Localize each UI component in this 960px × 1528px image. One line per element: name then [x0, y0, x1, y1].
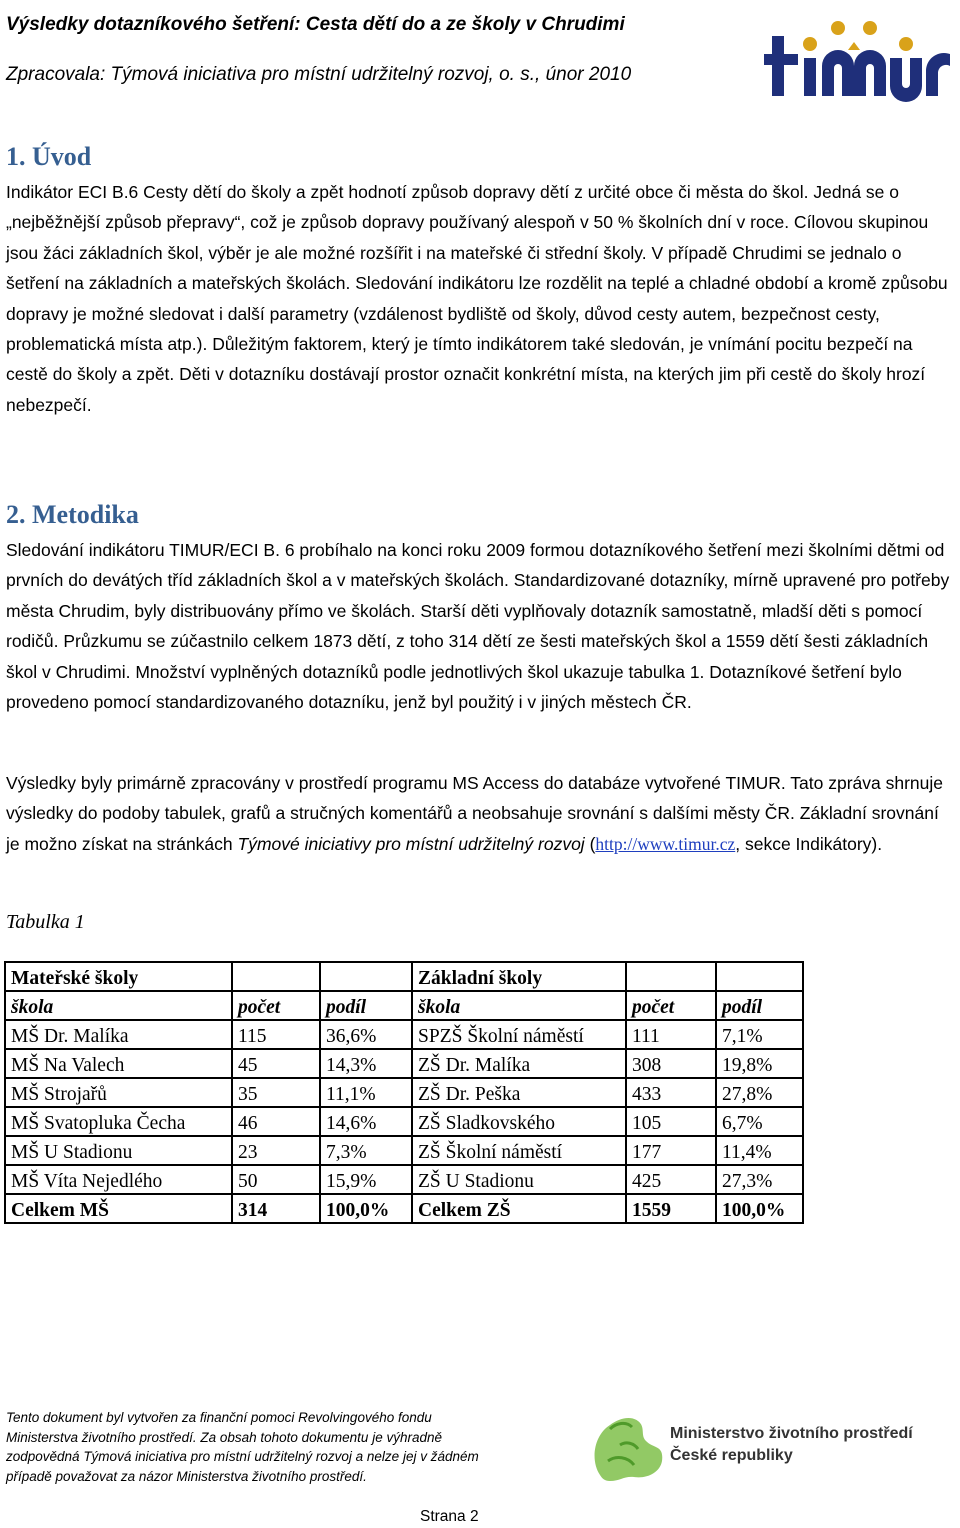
col-header-school: škola — [5, 991, 232, 1020]
timur-name-italic: Týmové iniciativy pro místní udržitelný rozvoj — [237, 833, 585, 854]
col-header-share: podíl — [320, 991, 412, 1020]
results-paragraph: Výsledky byly primárně zpracovány v prostředí programu MS Access do databáze vytvořené TIMUR. Tato zpráva shrnuje výsledky do podoby tabulek, grafů a stručných komentářů a neobsahuje srovnání s dalšími městy ČR. Základní srovnání je možno získat na stránkách Týmové iniciativy pro místní udržitelný rozvoj (http://www.timur.cz, sekce Indikátory). — [6, 773, 943, 854]
table-header-row — [5, 991, 803, 1020]
intro-paragraph: Indikátor ECI B.6 Cesty dětí do školy a zpět hodnotí způsob dopravy dětí z určité obce či města do škol. Jedná se o „nejběžnější způsob přepravy“, což je způsob dopravy používaný alespoň v 50 % školních dní v roce. Cílovou skupinou jsou žáci základních škol, výběr je ale možné rozšířit i na mateřské či střední školy. V případě Chrudimi se jednalo o šetření na základních a mateřských školách. Sledování indikátoru lze rozdělit na teplé a chladné období a kromě způsobu dopravy je možné sledovat i další parametry (vzdálenost bydliště od školy, důvod cesty autem, bezpečnost cesty, problematická místa atp.). Důležitým faktorem, který je tímto indikátorem také sledován, je vnímání pocitu bezpečí na cestě do školy a zpět. Děti v dotazníku dostávají prostor označit konkrétní místa, na kterých jim při cestě do školy hrozí nebezpečí. — [6, 182, 948, 415]
document-title: Výsledky dotazníkového šetření: Cesta dětí do a ze školy v Chrudimi — [6, 14, 625, 35]
document-subtitle: Zpracovala: Týmová iniciativa pro místní udržitelný rozvoj, o. s., únor 2010 — [6, 64, 632, 85]
group-kindergartens: Mateřské školy — [5, 962, 232, 991]
ministry-logo — [580, 1405, 913, 1487]
col-header-school: škola — [412, 991, 626, 1020]
col-header-count: počet — [232, 991, 320, 1020]
method-paragraph: Sledování indikátoru TIMUR/ECI B. 6 probíhalo na konci roku 2009 formou dotazníkového šetření mezi školními dětmi od prvních do devátých tříd základních škol a v mateřských školách. Standardizované dotazníky, mírně upravené pro potřeby města Chrudim, byly distribuovány přímo ve školách. Starší děti vyplňovaly dotazník samostatně, mladší děti s pomocí rodičů. Průzkumu se zúčastnilo celkem 1873 dětí, z toho 314 dětí ze šesti mateřských škol a 1559 dětí šesti základních škol v Chrudimi. Množství vyplněných dotazníků podle jednotlivých škol ukazuje tabulka 1. Dotazníkové šetření bylo provedeno pomocí standardizovaného dotazníku, jenž byl použitý i v jiných městech ČR. — [6, 540, 950, 713]
table-row: MŠ Svatopluka Čecha 46 14,6% ZŠ Sladkovského 105 6,7% — [5, 1107, 803, 1136]
col-header-count: počet — [626, 991, 716, 1020]
section-heading-intro: 1. Úvod — [6, 142, 92, 171]
lion-emblem-icon — [580, 1405, 670, 1487]
table-row: MŠ Strojařů 35 11,1% ZŠ Dr. Peška 433 27,8% — [5, 1078, 803, 1107]
table-total-row: Celkem MŠ 314 100,0% Celkem ZŠ 1559 100,0% — [5, 1194, 803, 1223]
table-caption: Tabulka 1 — [6, 911, 85, 933]
timur-website-link[interactable]: http://www.timur.cz — [595, 833, 736, 854]
ministry-name: Ministerstvo životního prostředí — [670, 1425, 913, 1442]
schools-table — [4, 961, 804, 1224]
page-number: Strana 2 — [420, 1508, 479, 1525]
section-heading-method: 2. Metodika — [6, 500, 139, 529]
table-row: MŠ Na Valech 45 14,3% ZŠ Dr. Malíka 308 19,8% — [5, 1049, 803, 1078]
timur-logo — [764, 14, 954, 102]
col-header-share: podíl — [716, 991, 803, 1020]
ministry-country: České republiky — [670, 1447, 793, 1464]
table-row: MŠ Dr. Malíka 115 36,6% SPZŠ Školní náměstí 111 7,1% — [5, 1020, 803, 1049]
funding-disclaimer: Tento dokument byl vytvořen za finanční pomoci Revolvingového fondu Ministerstva životního prostředí. Za obsah tohoto dokumentu je výhradně zodpovědná Týmová iniciativa pro místní udržitelný rozvoj a nelze jej v žádném případě považovat za názor Ministerstva životního prostředí. — [6, 1410, 479, 1484]
table-group-row — [5, 962, 803, 991]
table-row: MŠ U Stadionu 23 7,3% ZŠ Školní náměstí 177 11,4% — [5, 1136, 803, 1165]
table-row: MŠ Víta Nejedlého 50 15,9% ZŠ U Stadionu 425 27,3% — [5, 1165, 803, 1194]
group-elementary: Základní školy — [412, 962, 626, 991]
